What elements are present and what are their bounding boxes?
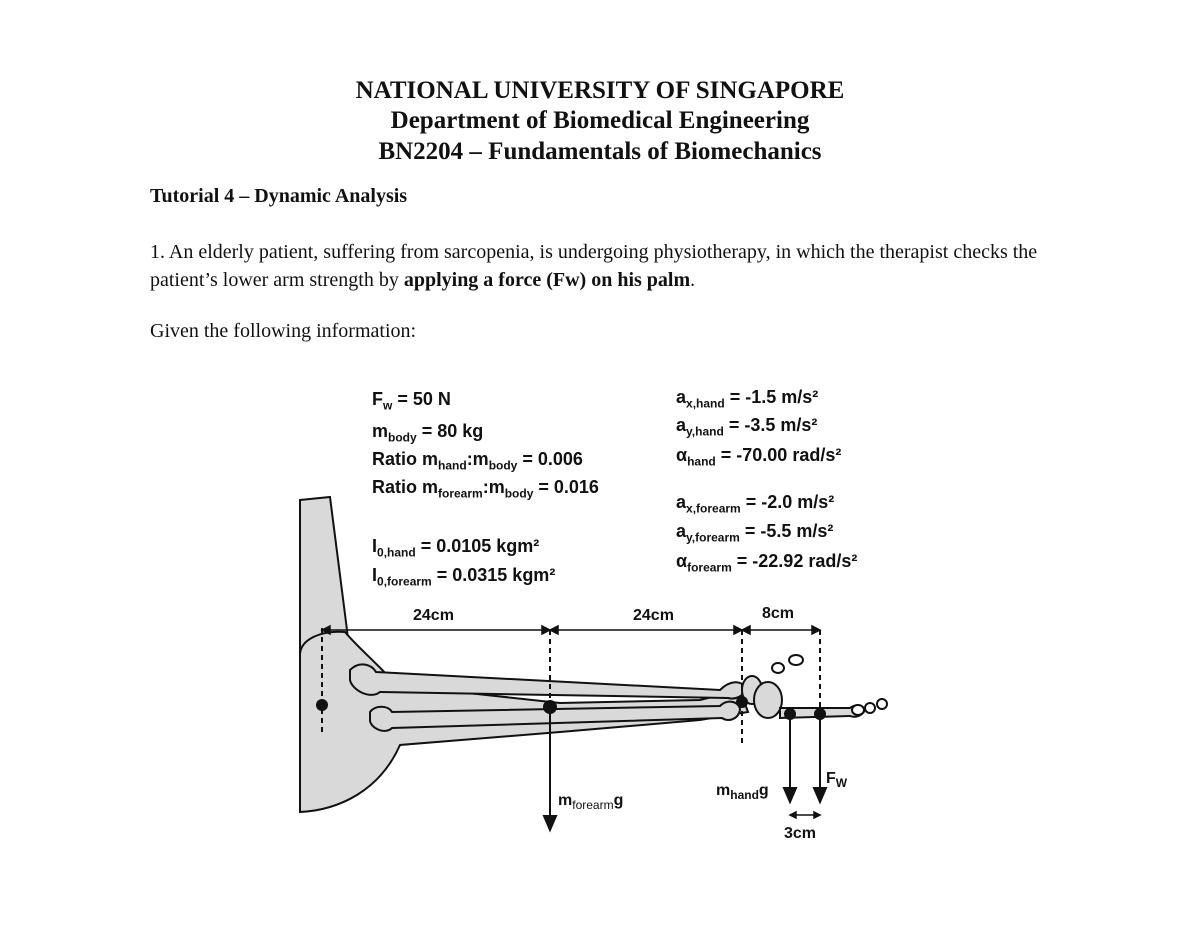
forearm-weight-label-sub: forearm [572,798,614,813]
dim-arrow-5 [742,626,750,634]
fw-force-label-f: F [826,770,836,787]
given-ax-forearm: $a_{x,forearm} = -2.0$ m/s² [676,492,835,516]
forearm-weight-label-m: m [558,792,573,809]
forearm-weight-label-g: g [613,792,624,809]
forearm-weight-label [558,792,623,812]
dim-arrow-8 [814,812,820,818]
wrist-joint-dot [736,696,748,708]
fw-force-label [826,770,847,790]
given-ax-forearm-value: = -2.0 m/s² [745,492,835,512]
given-ratio-hand: Ratio $m_{hand}:m_{body} = 0.006$ [372,449,583,473]
question-text-bold: applying a force (Fw) on his palm [403,269,691,291]
tutorial-title: Tutorial 4 – Dynamic Analysis [150,185,408,207]
given-ratio-hand-value: = 0.006 [522,449,583,469]
hand-weight-label-m: m [716,782,731,799]
metacarpal-1 [772,663,784,673]
dim-arrow-6 [812,626,820,634]
elbow-joint-dot [316,699,328,711]
hand-weight-label-g: g [758,782,769,799]
university-heading: NATIONAL UNIVERSITY OF SINGAPORE [355,77,845,104]
given-ax-hand: $a_{x,hand} = -1.5$ m/s² [676,387,819,411]
fw-force-arrowhead [814,788,826,802]
given-fw-value: = 50 N [397,389,451,409]
hand-weight-label [716,782,769,802]
finger-tip-1 [852,705,864,715]
dim-arrow-7 [790,812,796,818]
course-heading: BN2204 – Fundamentals of Biomechanics [378,138,822,165]
given-i-hand: $I_{0,hand} = 0.0105$ kgm² [372,536,540,560]
given-i-hand-value: = 0.0105 kgm² [420,536,540,556]
given-i-forearm: $I_{0,forearm} = 0.0315$ kgm² [372,565,556,589]
given-label: Given the following information: [150,320,417,342]
given-i-forearm-value: = 0.0315 kgm² [436,565,556,585]
given-alpha-hand: $\alpha_{hand} = -70.00$ rad/s² [676,445,842,469]
forearm-weight-arrowhead [544,816,556,830]
dimension-label-4: 3cm [784,825,817,842]
given-ax-hand-value: = -1.5 m/s² [729,387,819,407]
question-text-part1: 1. An elderly patient, suffering from sarcopenia, is undergoing physiotherapy, in which the therapist checks the patient’s lower arm strength by [150,241,1038,291]
dimension-label-3: 8cm [762,605,795,622]
dimension-label-1: 24cm [413,607,454,624]
hand-weight-label-sub: hand [730,788,759,803]
department-heading: Department of Biomedical Engineering [390,107,810,134]
given-mbody: $m_{body} = 80$ kg [372,421,484,445]
fw-force-label-sub: W [835,776,848,791]
given-ratio-forearm-value: = 0.016 [538,477,599,497]
dim-arrow-3 [550,626,558,634]
given-alpha-hand-value: = -70.00 rad/s² [720,445,842,465]
hand-weight-arrowhead [784,788,796,802]
given-alpha-forearm: $\alpha_{forearm} = -22.92$ rad/s² [676,551,858,575]
finger-tip-3 [877,699,887,709]
given-ay-forearm: $a_{y,forearm} = -5.5$ m/s² [676,521,834,545]
given-ay-forearm-value: = -5.5 m/s² [744,521,834,541]
finger-tip-2 [865,703,875,713]
dimension-label-2: 24cm [633,607,674,624]
given-ratio-forearm: Ratio $m_{forearm}:m_{body} = 0.016$ [372,477,599,501]
question-text-end: . [690,269,696,291]
given-ay-hand: $a_{y,hand} = -3.5$ m/s² [676,415,818,439]
given-fw: $F_w = 50$ N [372,389,451,413]
radius-bone [350,664,745,698]
given-mbody-value: = 80 kg [421,421,484,441]
given-ay-hand-value: = -3.5 m/s² [728,415,818,435]
carpal-bone-2 [754,682,782,718]
given-alpha-forearm-value: = -22.92 rad/s² [736,551,858,571]
metacarpal-2 [789,655,803,665]
